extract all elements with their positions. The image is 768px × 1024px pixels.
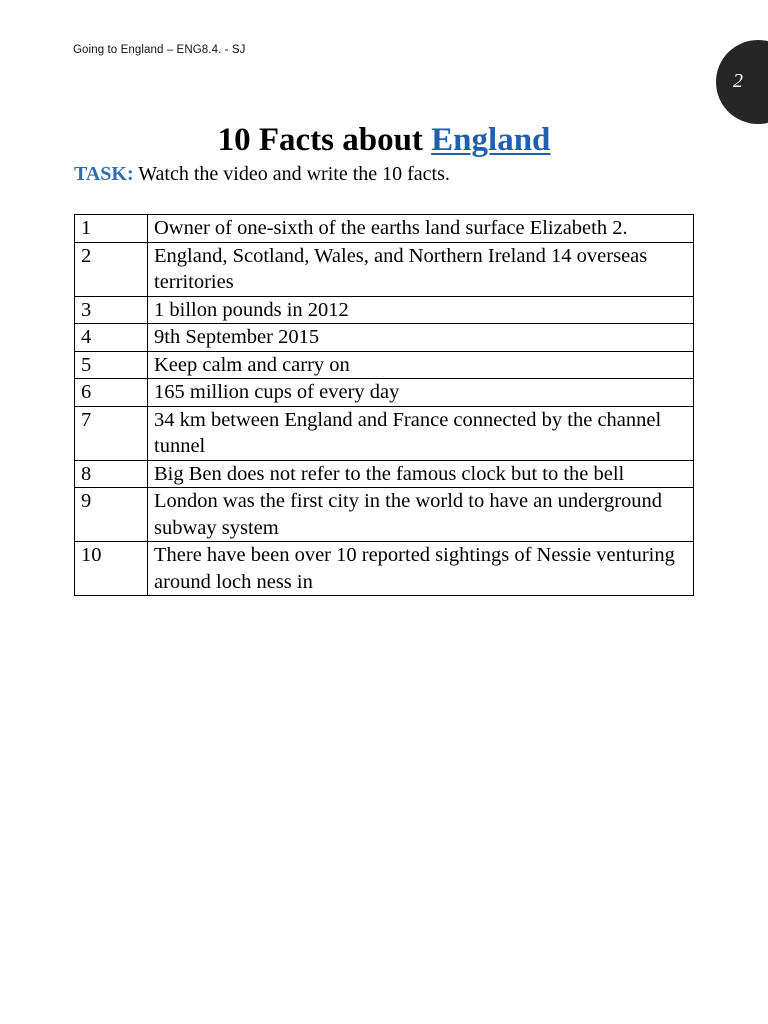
table-row: [75, 324, 694, 352]
title-prefix: 10 Facts about: [217, 122, 432, 158]
fact-text: 34 km between England and France connected by the channel tunnel: [148, 406, 694, 460]
fact-text: London was the first city in the world to have an underground subway system: [148, 488, 694, 542]
fact-number: 10: [75, 542, 148, 596]
page-title: [0, 120, 768, 160]
fact-number: 4: [75, 324, 148, 352]
table-row: [75, 351, 694, 379]
fact-text: 1 billon pounds in 2012: [148, 296, 694, 324]
fact-number: 9: [75, 488, 148, 542]
task-label: TASK:: [74, 163, 134, 185]
table-row: [75, 379, 694, 407]
document-header: Going to England – ENG8.4. - SJ: [73, 44, 246, 56]
fact-number: 8: [75, 460, 148, 488]
fact-number: 7: [75, 406, 148, 460]
fact-text: Keep calm and carry on: [148, 351, 694, 379]
page-number: 2: [733, 70, 743, 92]
fact-number: 6: [75, 379, 148, 407]
table-row: [75, 242, 694, 296]
table-row: [75, 542, 694, 596]
fact-text: 9th September 2015: [148, 324, 694, 352]
fact-text: Owner of one-sixth of the earths land surface Elizabeth 2.: [148, 215, 694, 243]
fact-number: 2: [75, 242, 148, 296]
fact-number: 5: [75, 351, 148, 379]
fact-text: There have been over 10 reported sightings of Nessie venturing around loch ness in: [148, 542, 694, 596]
table-row: [75, 488, 694, 542]
table-row: [75, 460, 694, 488]
fact-text: England, Scotland, Wales, and Northern Ireland 14 overseas territories: [148, 242, 694, 296]
fact-number: 3: [75, 296, 148, 324]
table-row: [75, 296, 694, 324]
england-link[interactable]: England: [431, 122, 551, 158]
fact-text: 165 million cups of every day: [148, 379, 694, 407]
table-row: [75, 215, 694, 243]
table-row: [75, 406, 694, 460]
fact-number: 1: [75, 215, 148, 243]
fact-text: Big Ben does not refer to the famous clock but to the bell: [148, 460, 694, 488]
task-instruction: [74, 161, 450, 187]
facts-table: [74, 214, 694, 596]
task-text: Watch the video and write the 10 facts.: [133, 163, 450, 185]
